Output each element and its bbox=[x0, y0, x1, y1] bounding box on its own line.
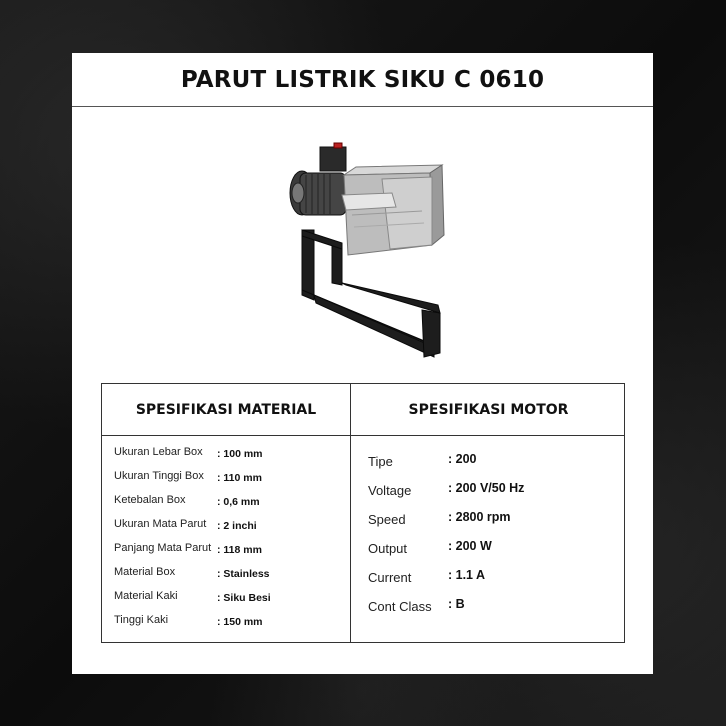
material-row bbox=[114, 494, 344, 514]
motor-value: : 200 V/50 Hz bbox=[448, 481, 525, 495]
motor-label: Speed bbox=[368, 512, 406, 527]
motor-label: Tipe bbox=[368, 454, 393, 469]
motor-value: : 200 W bbox=[448, 539, 492, 553]
material-value: : 150 mm bbox=[217, 616, 263, 628]
material-value: : 110 mm bbox=[217, 472, 262, 484]
motor-label: Cont Class bbox=[368, 599, 432, 614]
material-heading: SPESIFIKASI MATERIAL bbox=[135, 401, 317, 418]
material-value: : 118 mm bbox=[217, 544, 262, 556]
material-row bbox=[114, 518, 344, 538]
product-image bbox=[282, 135, 452, 360]
material-label: Ukuran Mata Parut bbox=[114, 518, 207, 530]
material-row bbox=[114, 542, 344, 562]
material-label: Tinggi Kaki bbox=[114, 614, 169, 626]
material-row bbox=[114, 590, 344, 610]
material-label: Panjang Mata Parut bbox=[114, 542, 212, 554]
spec-table bbox=[101, 383, 625, 643]
motor-label: Voltage bbox=[368, 483, 412, 498]
material-label: Material Box bbox=[114, 566, 176, 578]
motor-label: Output bbox=[368, 541, 408, 556]
material-label: Ketebalan Box bbox=[114, 494, 186, 506]
material-value: : 2 inchi bbox=[217, 520, 257, 532]
material-label: Ukuran Lebar Box bbox=[114, 446, 203, 458]
motor-row bbox=[368, 541, 618, 563]
material-row bbox=[114, 470, 344, 490]
material-row bbox=[114, 614, 344, 634]
material-value: : 0,6 mm bbox=[217, 496, 260, 508]
spec-card bbox=[72, 53, 653, 674]
material-value: : Stainless bbox=[217, 568, 270, 580]
motor-row bbox=[368, 454, 618, 476]
motor-row bbox=[368, 483, 618, 505]
motor-row bbox=[368, 599, 618, 621]
material-label: Material Kaki bbox=[114, 590, 178, 602]
material-row bbox=[114, 566, 344, 586]
motor-value: : 200 bbox=[448, 452, 477, 466]
material-label: Ukuran Tinggi Box bbox=[114, 470, 204, 482]
motor-heading: SPESIFIKASI MOTOR bbox=[408, 401, 569, 418]
motor-value: : B bbox=[448, 597, 465, 611]
motor-row bbox=[368, 570, 618, 592]
header-divider bbox=[102, 435, 624, 436]
material-value: : 100 mm bbox=[217, 448, 263, 460]
page-title: PARUT LISTRIK SIKU C 0610 bbox=[72, 53, 653, 107]
motor-value: : 2800 rpm bbox=[448, 510, 511, 524]
material-row bbox=[114, 446, 344, 466]
material-value: : Siku Besi bbox=[217, 592, 271, 604]
motor-label: Current bbox=[368, 570, 412, 585]
motor-row bbox=[368, 512, 618, 534]
motor-value: : 1.1 A bbox=[448, 568, 486, 582]
